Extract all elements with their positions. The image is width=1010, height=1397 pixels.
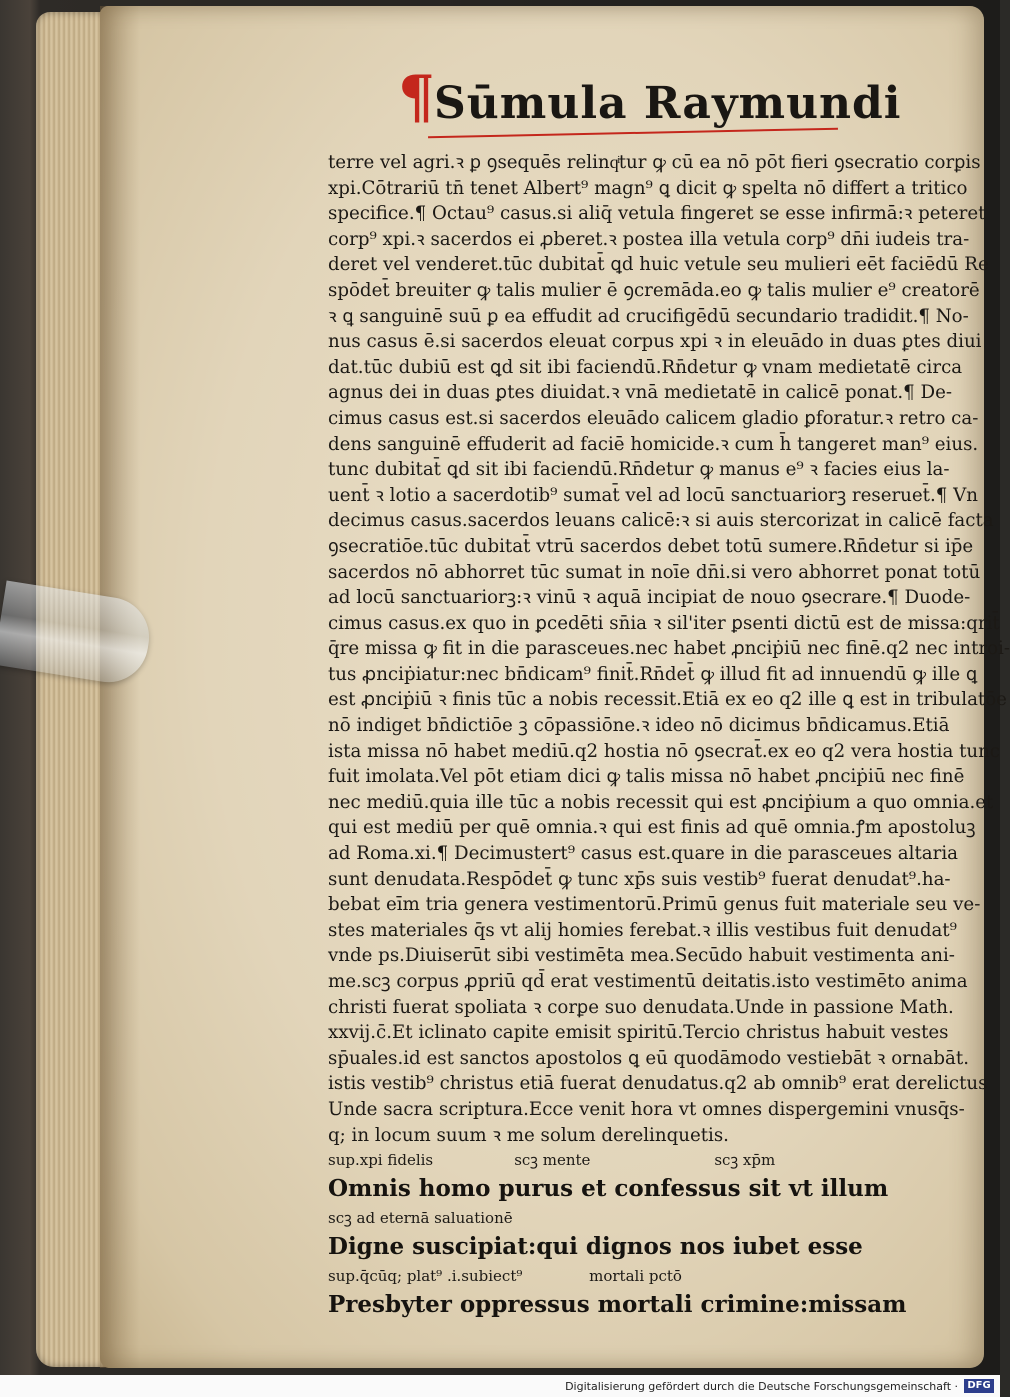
gloss-line: sup.xpi fidelis scꝫ mente scꝫ xp̄m — [328, 1151, 776, 1170]
verse-line: Digne suscipiat:qui dignos nos iubet esse — [328, 1233, 863, 1261]
running-header — [398, 63, 902, 142]
text-line: nō indiget bn̄dictiōe ꝫ cōpassiōne.ꝛ ideo nō dicimus bn̄dicamus.Etiā — [328, 715, 950, 737]
text-line: bebat eīm tria genera vestimentorū.Primū genus fuit materiale seu ve- — [328, 894, 981, 916]
page-gutter-shadow — [100, 6, 140, 1368]
text-line: stes materiales q̄s vt alij homies ferebat.ꝛ illis vestibus fuit denudat⁹ — [328, 919, 957, 941]
text-line: deret vel venderet.tūc dubitat̄ ꝗd huic vetule seu mulieri eēt faciēdū Re — [328, 254, 989, 276]
text-line: me.scꝫ corpus ꝓpriū qd̄ erat vestimentū deitatis.isto vestimēto anima — [328, 971, 968, 992]
text-line: q; in locum suum ꝛ me solum derelinquetis. — [328, 1124, 729, 1146]
text-line: uent̄ ꝛ lotio a sacerdotib⁹ sumat̄ vel ad locū sanctuariorꝫ reseruet̄.¶ Vn — [328, 484, 978, 506]
text-line: terre vel agri.ꝛ ꝑ ꝯsequēs relinqͥtur ꝙ cū ea nō pōt fieri ꝯsecratio corꝑis — [328, 152, 981, 173]
text-line: xxvij.c̄.Et iclinato capite emisit spiritū.Tercio christus habuit vestes — [328, 1022, 949, 1044]
text-line: ꝛ ꝗ sanguinē suū ꝑ ea effudit ad crucifigēdū secundario tradidit.¶ No- — [328, 305, 969, 327]
text-line: q̄re missa ꝙ fit in die parasceues.nec habet ꝓnciṗiū nec finē.q2 nec introi- — [328, 638, 1010, 660]
text-line: tus ꝓnciṗiatur:nec bn̄dicam⁹ finit̄.Rn̄det̄ ꝙ illud fit ad innuendū ꝙ ille ꝗ — [328, 663, 978, 685]
funding-credit: Digitalisierung gefördert durch die Deutsche Forschungsgemeinschaft · — [565, 1380, 958, 1393]
gloss-line: sup.q̄cūq; plat⁹ .i.subiect⁹ mortali pctō — [328, 1267, 682, 1286]
text-line: decimus casus.sacerdos leuans calicē:ꝛ si auis stercorizat in calicē facta — [328, 510, 994, 532]
rubric-pilcrow: ¶ — [398, 63, 435, 131]
text-line: sacerdos nō abhorret tūc sumat in noīe dn̄i.si vero abhorret ponat totū — [328, 561, 981, 583]
text-line: ad Roma.xi.¶ Decimustert⁹ casus est.quare in die parasceues altaria — [328, 843, 958, 865]
text-line: sunt denudata.Respōdet̄ ꝙ tunc xp̄s suis vestib⁹ fuerat denudat⁹.ha- — [328, 868, 951, 890]
text-line: ista missa nō habet mediū.q2 hostia nō ꝯsecrat̄.ex eo q2 vera hostia tunc — [328, 740, 1000, 762]
text-line: cimus casus.ex quo in ꝑcedēti sn̄ia ꝛ sil'iter ꝑsenti dictū est de missa:qrit̄ — [328, 612, 1000, 634]
text-line: fuit imolata.Vel pōt etiam dici ꝙ talis missa nō habet ꝓnciṗiū nec finē — [328, 766, 965, 788]
gloss-line: scꝫ ad eternā saluationē — [328, 1209, 513, 1228]
verse-line: Omnis homo purus et confessus sit vt illum — [328, 1175, 889, 1203]
text-line: spōdet̄ breuiter ꝙ talis mulier ē ꝯcremāda.eo ꝙ talis mulier e⁹ creatorē — [328, 279, 980, 301]
text-line: vnde ps.Diuiserūt sibi vestimēta mea.Secūdo habuit vestimenta ani- — [328, 945, 955, 967]
text-line: christi fuerat spoliata ꝛ corꝑe suo denudata.Unde in passione Math. — [328, 996, 954, 1018]
text-line: tunc dubitat̄ ꝗd sit ibi faciendū.Rn̄detur ꝙ manus e⁹ ꝛ facies eius la- — [328, 459, 950, 481]
text-line: qui est mediū per quē omnia.ꝛ qui est finis ad quē omnia.ꝭm apostoluꝫ — [328, 817, 976, 839]
text-line: agnus dei in duas ꝑtes diuidat.ꝛ vnā medietatē in calicē ponat.¶ De- — [328, 382, 952, 404]
text-line: est ꝓnciṗiū ꝛ finis tūc a nobis recessit.Etiā ex eo q2 ille ꝗ est in tribulatōe — [328, 689, 1007, 711]
text-line: nus casus ē.si sacerdos eleuat corpus xpi ꝛ in eleuādo in duas ꝑtes diui — [328, 331, 982, 353]
text-lines — [328, 150, 1010, 1148]
text-line: ꝯsecratiōe.tūc dubitat̄ vtrū sacerdos debet totū sumere.Rn̄detur si ip̄e — [328, 535, 974, 557]
text-line: ad locū sanctuariorꝫ:ꝛ vinū ꝛ aquā incipiat de nouo ꝯsecrare.¶ Duode- — [328, 587, 971, 609]
text-line: corp⁹ xpi.ꝛ sacerdos ei ꝓberet.ꝛ postea illa vetula corp⁹ dn̄i iudeis tra- — [328, 228, 970, 250]
dfg-logo: DFG — [964, 1379, 994, 1393]
text-line: specifice.¶ Octau⁹ casus.si aliq̄ vetula fingeret se esse infirmā:ꝛ peteret — [328, 203, 986, 225]
text-line: xpi.Cōtrariū tn̄ tenet Albert⁹ magn⁹ ꝗ dicit ꝙ spelta nō differt a tritico — [328, 177, 968, 199]
red-underline — [428, 128, 838, 139]
main-text-block — [328, 150, 1010, 1322]
verse-line: Presbyter oppressus mortali crimine:missam — [328, 1291, 907, 1319]
text-line: sp̄uales.id est sanctos apostolos ꝗ eū quodāmodo vestiebāt ꝛ ornabāt. — [328, 1047, 969, 1069]
text-line: nec mediū.quia ille tūc a nobis recessit qui est ꝓnciṗium a quo omnia.et — [328, 791, 994, 813]
text-line: istis vestib⁹ christus etiā fuerat denudatus.q2 ab omnib⁹ erat derelictus — [328, 1073, 988, 1095]
header-title: Sūmula Raymundi — [434, 78, 902, 129]
text-line: cimus casus est.si sacerdos eleuādo calicem gladio ꝑforatur.ꝛ retro ca- — [328, 407, 979, 429]
text-line: Unde sacra scriptura.Ecce venit hora vt omnes dispergemini vnusq̄s- — [328, 1098, 965, 1120]
text-line: dat.tūc dubiū est ꝗd sit ibi faciendū.Rn̄detur ꝙ vnam medietatē circa — [328, 356, 963, 378]
text-line: dens sanguinē effuderit ad faciē homicide.ꝛ cum h̄ tangeret man⁹ eius. — [328, 433, 979, 455]
footer-bar — [0, 1375, 1000, 1397]
